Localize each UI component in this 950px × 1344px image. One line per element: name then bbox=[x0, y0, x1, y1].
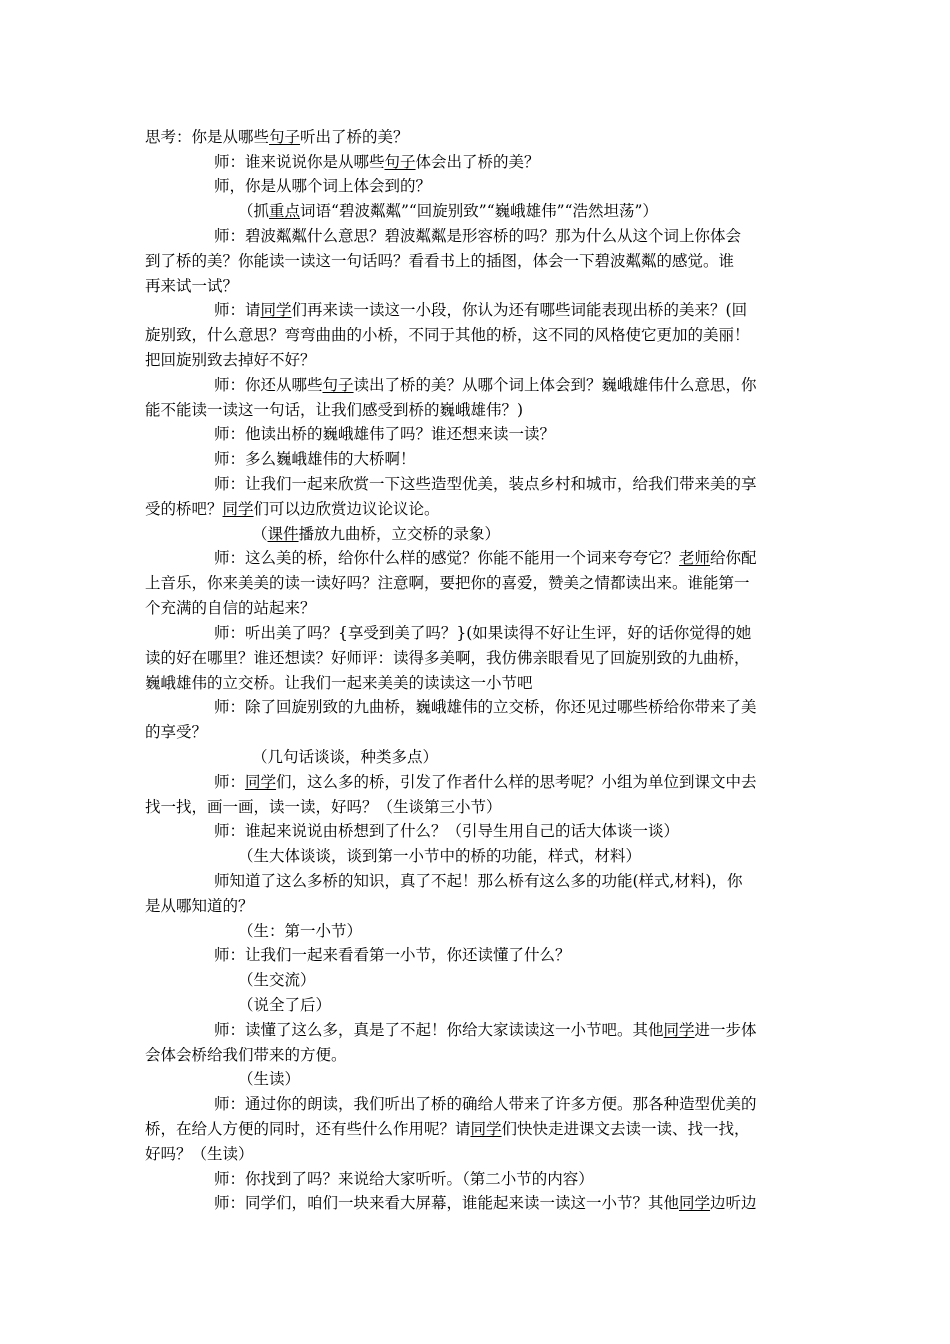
text-segment: （生大体谈谈，谈到第一小节中的桥的功能，样式，材料） bbox=[238, 847, 642, 865]
text-segment: 找一找，画一画，读一读，好吗？（生谈第三小节） bbox=[145, 798, 502, 816]
underlined-term: 同学 bbox=[245, 773, 277, 791]
text-line bbox=[214, 1020, 757, 1042]
text-segment: 师：谁起来说说由桥想到了什么？（引导生用自己的话大体谈一谈） bbox=[214, 822, 680, 840]
text-segment: 师：碧波粼粼什么意思？碧波粼粼是形容桥的吗？那为什么从这个词上你体会 bbox=[214, 227, 742, 245]
text-line bbox=[145, 1144, 254, 1166]
text-segment: 再来试一试？ bbox=[145, 277, 239, 295]
text-line bbox=[145, 1119, 750, 1141]
text-segment: 读的好在哪里？谁还想读？好师评：读得多美啊，我仿佛亲眼看见了回旋别致的九曲桥， bbox=[145, 649, 750, 667]
text-segment: 师：同学们，咱们一块来看大屏幕，谁能起来读一读这一小节？其他 bbox=[214, 1194, 680, 1212]
underlined-term: 老师 bbox=[679, 549, 711, 567]
text-line bbox=[214, 945, 571, 967]
text-line bbox=[238, 921, 362, 943]
text-line bbox=[238, 201, 658, 223]
underlined-term: 同学 bbox=[663, 1021, 695, 1039]
text-segment: 师：让我们一起来看看第一小节，你还读懂了什么？ bbox=[214, 946, 571, 964]
text-segment: 边听边 bbox=[710, 1194, 757, 1212]
underlined-term: 同学 bbox=[260, 301, 292, 319]
text-line bbox=[214, 449, 416, 471]
text-segment: 师：他读出桥的巍峨雄伟了吗？谁还想来读一读？ bbox=[214, 425, 556, 443]
text-line bbox=[214, 697, 757, 719]
text-segment: 师：听出美了吗？{享受到美了吗？}(如果读得不好让生评，好的话你觉得的她 bbox=[214, 624, 752, 642]
text-line bbox=[145, 127, 409, 149]
text-segment: 词语“碧波粼粼”“回旋别致”“巍峨雄伟”“浩然坦荡”） bbox=[300, 202, 658, 220]
underlined-term: 句子 bbox=[322, 376, 354, 394]
text-line bbox=[214, 226, 741, 248]
underlined-term: 同学 bbox=[222, 500, 254, 518]
text-segment: 师：通过你的朗读，我们听出了桥的确给人带来了许多方便。那各种造型优美的 bbox=[214, 1095, 757, 1113]
text-line bbox=[145, 797, 502, 819]
text-line bbox=[145, 896, 254, 918]
underlined-term: 同学 bbox=[679, 1194, 711, 1212]
text-segment: 是从哪知道的？ bbox=[145, 897, 254, 915]
text-line bbox=[238, 995, 331, 1017]
text-segment: 的享受？ bbox=[145, 723, 208, 741]
text-segment: 会体会桥给我们带来的方便。 bbox=[145, 1046, 347, 1064]
text-segment: 师：读懂了这么多，真是了不起！你给大家读读这一小节吧。其他 bbox=[214, 1021, 664, 1039]
text-line bbox=[145, 598, 316, 620]
text-line bbox=[214, 772, 757, 794]
text-segment: 桥，在给人方便的同时，还有些什么作用呢？请 bbox=[145, 1120, 471, 1138]
text-line bbox=[214, 424, 555, 446]
text-segment: 们可以边欣赏边议论议论。 bbox=[253, 500, 440, 518]
text-segment: 读出了桥的美？从哪个词上体会到？巍峨雄伟什么意思，你 bbox=[353, 376, 757, 394]
text-segment: 们，这么多的桥，引发了作者什么样的思考呢？小组为单位到课文中去 bbox=[276, 773, 757, 791]
text-line bbox=[145, 722, 207, 744]
text-segment: （ bbox=[252, 525, 268, 543]
text-segment: 师：请 bbox=[214, 301, 261, 319]
text-line bbox=[214, 1169, 594, 1191]
text-line bbox=[238, 970, 316, 992]
text-line bbox=[145, 499, 440, 521]
text-line bbox=[238, 1069, 300, 1091]
text-line bbox=[214, 1193, 757, 1215]
text-segment: （生读） bbox=[238, 1070, 301, 1088]
text-line bbox=[214, 375, 757, 397]
text-segment: 到了桥的美？你能读一读这一句话吗？看看书上的插图，体会一下碧波粼粼的感觉。谁 bbox=[145, 252, 735, 270]
text-line bbox=[214, 300, 747, 322]
text-line bbox=[145, 648, 750, 670]
underlined-term: 句子 bbox=[384, 153, 416, 171]
text-segment: 巍峨雄伟的立交桥。让我们一起来美美的读读这一小节吧 bbox=[145, 674, 533, 692]
text-line bbox=[214, 176, 431, 198]
underlined-term: 同学 bbox=[470, 1120, 502, 1138]
text-segment: 师，你是从哪个词上体会到的？ bbox=[214, 177, 432, 195]
text-line bbox=[145, 1045, 347, 1067]
text-line bbox=[214, 152, 540, 174]
text-line bbox=[145, 276, 238, 298]
text-segment: 师：谁来说说你是从哪些 bbox=[214, 153, 385, 171]
text-segment: 进一步体 bbox=[694, 1021, 757, 1039]
text-segment: 师：除了回旋别致的九曲桥，巍峨雄伟的立交桥，你还见过哪些桥给你带来了美 bbox=[214, 698, 757, 716]
text-line bbox=[145, 325, 750, 347]
text-segment: 受的桥吧？ bbox=[145, 500, 223, 518]
text-line bbox=[145, 350, 316, 372]
text-segment: 师：多么巍峨雄伟的大桥啊！ bbox=[214, 450, 416, 468]
text-segment: （抓 bbox=[238, 202, 270, 220]
text-segment: 师：你找到了吗？来说给大家听听。（第二小节的内容） bbox=[214, 1170, 594, 1188]
text-segment: 们快快走进课文去读一读、找一找， bbox=[501, 1120, 750, 1138]
text-segment: 师知道了这么多桥的知识，真了不起！那么桥有这么多的功能(样式,材料)，你 bbox=[214, 872, 743, 890]
text-segment: 师：你还从哪些 bbox=[214, 376, 323, 394]
text-segment: 把回旋别致去掉好不好？ bbox=[145, 351, 316, 369]
text-segment: 们再来读一读这一小段，你认为还有哪些词能表现出桥的美来？(回 bbox=[291, 301, 748, 319]
text-segment: （生：第一小节） bbox=[238, 922, 363, 940]
text-line bbox=[252, 747, 438, 769]
text-segment: 个充满的自信的站起来？ bbox=[145, 599, 316, 617]
text-segment: （生交流） bbox=[238, 971, 316, 989]
underlined-term: 句子 bbox=[269, 128, 301, 146]
text-segment: 给你配 bbox=[710, 549, 757, 567]
text-segment: 师：这么美的桥，给你什么样的感觉？你能不能用一个词来夸夸它？ bbox=[214, 549, 680, 567]
text-line bbox=[252, 524, 500, 546]
text-segment: 播放九曲桥，立交桥的录象） bbox=[298, 525, 501, 543]
text-segment: （几句话谈谈，种类多点） bbox=[252, 748, 439, 766]
text-segment: 师： bbox=[214, 773, 246, 791]
text-line bbox=[238, 846, 641, 868]
text-line bbox=[214, 1094, 757, 1116]
text-segment: 听出了桥的美？ bbox=[300, 128, 409, 146]
text-line bbox=[145, 573, 750, 595]
text-line bbox=[214, 871, 743, 893]
text-segment: 上音乐，你来美美的读一读好吗？注意啊，要把你的喜爱，赞美之情都读出来。谁能第一 bbox=[145, 574, 750, 592]
text-segment: 旋别致，什么意思？弯弯曲曲的小桥，不同于其他的桥，这不同的风格使它更加的美丽！ bbox=[145, 326, 750, 344]
text-line bbox=[145, 673, 533, 695]
text-segment: 思考：你是从哪些 bbox=[145, 128, 270, 146]
text-line bbox=[214, 474, 757, 496]
text-segment: 能不能读一读这一句话，让我们感受到桥的巍峨雄伟？) bbox=[145, 401, 524, 419]
text-line bbox=[214, 548, 757, 570]
text-segment: 师：让我们一起来欣赏一下这些造型优美，装点乡村和城市，给我们带来美的享 bbox=[214, 475, 757, 493]
text-line bbox=[145, 251, 734, 273]
text-segment: 体会出了桥的美？ bbox=[415, 153, 540, 171]
underlined-term: 课件 bbox=[267, 525, 299, 543]
underlined-term: 重点 bbox=[269, 202, 301, 220]
text-line bbox=[214, 821, 679, 843]
text-segment: （说全了后） bbox=[238, 996, 332, 1014]
text-line bbox=[214, 623, 751, 645]
text-segment: 好吗？（生读） bbox=[145, 1145, 254, 1163]
text-line bbox=[145, 400, 523, 422]
